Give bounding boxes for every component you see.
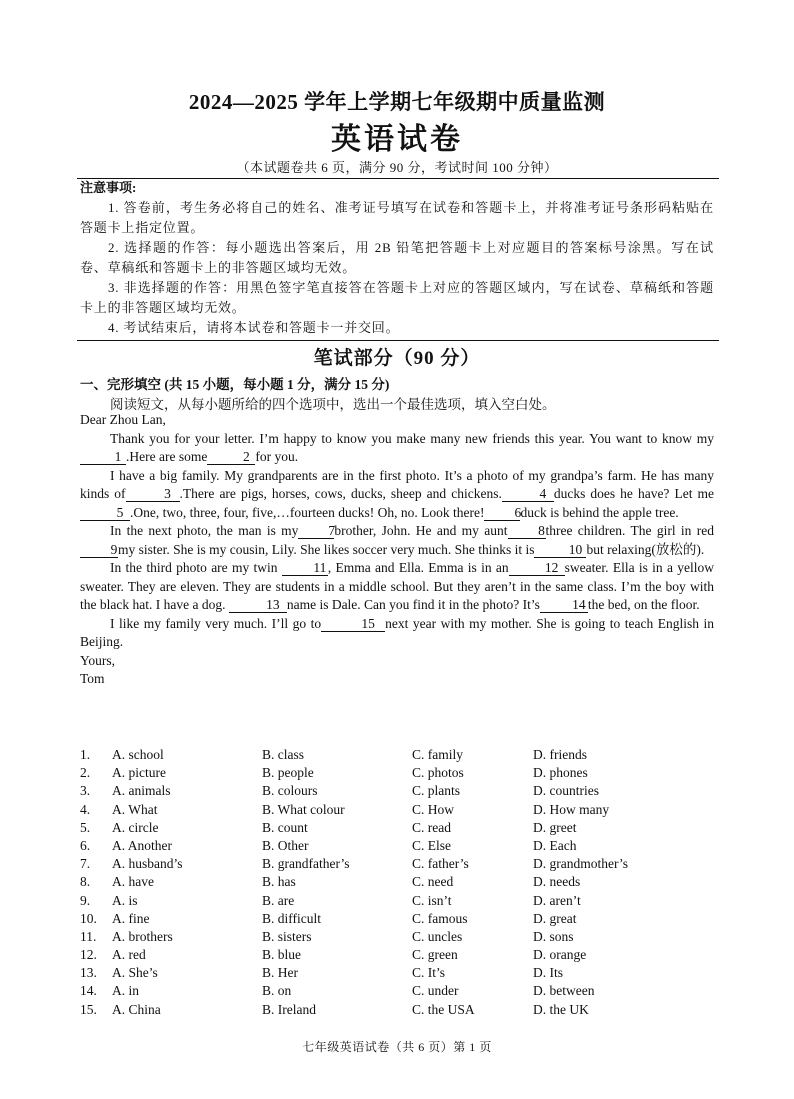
blank-4[interactable]: 4 xyxy=(502,486,554,502)
question-number: 10. xyxy=(80,910,97,926)
option-b[interactable]: B. blue xyxy=(262,947,301,963)
option-b[interactable]: B. Other xyxy=(262,837,309,853)
option-b[interactable]: B. people xyxy=(262,765,314,781)
blank-2[interactable]: 2 xyxy=(207,449,255,465)
option-d[interactable]: D. grandmother’s xyxy=(533,856,628,872)
option-row xyxy=(80,964,720,982)
question-number: 3. xyxy=(80,783,91,799)
option-c[interactable]: C. photos xyxy=(412,765,464,781)
cloze-passage xyxy=(80,411,714,689)
option-a[interactable]: A. red xyxy=(112,947,146,963)
option-a[interactable]: A. is xyxy=(112,892,138,908)
option-b[interactable]: B. count xyxy=(262,819,308,835)
question-number: 5. xyxy=(80,819,91,835)
blank-14[interactable]: 14 xyxy=(540,597,588,613)
option-a[interactable]: A. have xyxy=(112,874,154,890)
notice-block xyxy=(80,178,714,338)
exam-info: （本试题卷共 6 页，满分 90 分，考试时间 100 分钟） xyxy=(236,160,558,175)
option-c[interactable]: C. the USA xyxy=(412,1001,475,1017)
option-d[interactable]: D. great xyxy=(533,910,577,926)
option-a[interactable]: A. school xyxy=(112,747,164,762)
option-row xyxy=(80,1001,720,1019)
notice-item: 4. 考试结束后，请将本试卷和答题卡一并交回。 xyxy=(108,320,400,335)
part-title: 一、完形填空 (共 15 小题，每小题 1 分，满分 15 分) xyxy=(80,377,390,392)
exam-title: 2024—2025 学年上学期七年级期中质量监测 xyxy=(188,90,606,114)
signature: Tom xyxy=(80,671,105,686)
option-d[interactable]: D. Its xyxy=(533,965,563,981)
option-b[interactable]: B. class xyxy=(262,747,304,762)
option-b[interactable]: B. difficult xyxy=(262,910,321,926)
option-c[interactable]: C. green xyxy=(412,947,458,963)
option-b[interactable]: B. What colour xyxy=(262,801,345,817)
option-d[interactable]: D. between xyxy=(533,983,595,999)
blank-7[interactable]: 7 xyxy=(298,523,334,539)
option-row xyxy=(80,910,720,928)
option-c[interactable]: C. How xyxy=(412,801,455,817)
option-b[interactable]: B. sisters xyxy=(262,928,312,944)
closing: Yours, xyxy=(80,652,116,668)
option-a[interactable]: A. picture xyxy=(112,765,166,781)
option-row xyxy=(80,837,720,855)
option-c[interactable]: C. It’s xyxy=(412,965,446,981)
option-c[interactable]: C. family xyxy=(412,747,463,762)
blank-11[interactable]: 11 xyxy=(282,560,328,576)
paragraph-1: Thank you for your letter. I’m happy to know you make many new friends this year. You want to know my1 .Here are some 2 for you. xyxy=(80,430,714,467)
blank-12[interactable]: 12 xyxy=(509,560,565,576)
option-row xyxy=(80,764,720,782)
option-b[interactable]: B. Her xyxy=(262,965,298,981)
question-number: 7. xyxy=(80,856,91,872)
question-number: 15. xyxy=(80,1001,97,1017)
option-row xyxy=(80,801,720,819)
blank-5[interactable]: 5 xyxy=(80,505,130,521)
option-d[interactable]: D. friends xyxy=(533,747,587,762)
blank-10[interactable]: 10 xyxy=(534,542,586,558)
option-a[interactable]: A. She’s xyxy=(112,965,158,981)
notice-heading: 注意事项: xyxy=(80,180,137,195)
option-d[interactable]: D. Each xyxy=(533,837,577,853)
question-number: 6. xyxy=(80,837,91,853)
option-d[interactable]: D. aren’t xyxy=(533,892,581,908)
option-d[interactable]: D. phones xyxy=(533,765,588,781)
divider-notice xyxy=(77,340,719,341)
question-number: 4. xyxy=(80,801,91,817)
option-row xyxy=(80,946,720,964)
option-c[interactable]: C. Else xyxy=(412,837,451,853)
option-b[interactable]: B. Ireland xyxy=(262,1001,316,1017)
question-number: 1. xyxy=(80,747,91,762)
option-d[interactable]: D. greet xyxy=(533,819,577,835)
option-c[interactable]: C. need xyxy=(412,874,454,890)
option-c[interactable]: C. famous xyxy=(412,910,468,926)
option-c[interactable]: C. under xyxy=(412,983,459,999)
paragraph-4: In the third photo are my twin 11 , Emma and Ella. Emma is in an 12 sweater. Ella is in a yellow sweater. They are eleven. They are students in a middle school. But they aren’t in the same class. I’m the boy with the black hat. I have a dog. 13 name is Dale. Can you find it in the photo? It’s 14 the bed, on the floor. xyxy=(80,560,715,612)
blank-9[interactable]: 9 xyxy=(80,542,118,558)
option-row xyxy=(80,873,720,891)
paragraph-3: In the next photo, the man is my 7brother, John. He and my aunt 8three children. The girl in red9my sister. She is my cousin, Lily. She likes soccer very much. She thinks it is 10 but relaxing(放松的). xyxy=(80,522,714,559)
notice-item: 2. 选择题的作答：每小题选出答案后，用 2B 铅笔把答题卡上对应题目的答案标号涂黑。写在试卷、草稿纸和答题卡上的非答题区域均无效。 xyxy=(80,240,714,275)
question-number: 11. xyxy=(80,928,97,944)
question-number: 8. xyxy=(80,874,91,890)
option-c[interactable]: C. plants xyxy=(412,783,461,799)
option-b[interactable]: B. are xyxy=(262,892,295,908)
paragraph-2: I have a big family. My grandparents are in the first photo. It’s a photo of my grandpa’s farm. He has many kinds of 3 .There are pigs, horses, cows, ducks, sheep and chickens. 4 ducks does he have? Let me5 .One, two, three, four, five,…fourteen ducks! Oh, no. Look there! 6duck is behind the apple tree. xyxy=(80,467,714,520)
option-a[interactable]: A. in xyxy=(112,983,139,999)
option-c[interactable]: C. isn’t xyxy=(412,892,452,908)
option-a[interactable]: A. fine xyxy=(112,910,150,926)
section-title: 笔试部分（90 分） xyxy=(313,348,481,369)
exam-subject-title: 英语试卷 xyxy=(331,123,463,156)
option-c[interactable]: C. father’s xyxy=(412,856,469,872)
question-number: 14. xyxy=(80,983,97,999)
question-number: 9. xyxy=(80,892,91,908)
option-a[interactable]: A. animals xyxy=(112,783,171,799)
notice-item: 1. 答卷前，考生务必将自己的姓名、准考证号填写在试卷和答题卡上，并将准考证号条形码粘贴在答题卡上指定位置。 xyxy=(80,200,714,235)
option-d[interactable]: D. needs xyxy=(533,874,581,890)
blank-6[interactable]: 6 xyxy=(484,505,520,521)
option-a[interactable]: A. husband’s xyxy=(112,856,183,872)
paragraph-5: I like my family very much. I’ll go to 15 next year with my mother. She is going to teach English in Beijing. xyxy=(80,615,715,649)
option-row xyxy=(80,982,720,1000)
option-b[interactable]: B. colours xyxy=(262,783,318,799)
option-row xyxy=(80,892,720,910)
question-number: 2. xyxy=(80,765,91,781)
option-c[interactable]: C. uncles xyxy=(412,928,463,944)
option-row xyxy=(80,855,720,873)
option-row xyxy=(80,928,720,946)
option-a[interactable]: A. China xyxy=(112,1001,161,1017)
option-a[interactable]: A. What xyxy=(112,801,158,817)
option-row xyxy=(80,746,720,764)
option-a[interactable]: A. circle xyxy=(112,819,159,835)
option-c[interactable]: C. read xyxy=(412,819,451,835)
option-d[interactable]: D. the UK xyxy=(533,1001,589,1017)
blank-13[interactable]: 13 xyxy=(229,597,287,613)
part-instruction: 阅读短文，从每小题所给的四个选项中，选出一个最佳选项，填入空白处。 xyxy=(110,397,556,412)
option-d[interactable]: D. How many xyxy=(533,801,610,817)
option-d[interactable]: D. countries xyxy=(533,783,599,799)
option-d[interactable]: D. sons xyxy=(533,928,574,944)
blank-15[interactable]: 15 xyxy=(321,616,385,632)
option-b[interactable]: B. grandfather’s xyxy=(262,856,350,872)
option-d[interactable]: D. orange xyxy=(533,947,587,963)
page-footer: 七年级英语试卷（共 6 页）第 1 页 xyxy=(302,1040,492,1054)
blank-3[interactable]: 3 xyxy=(126,486,180,502)
option-row xyxy=(80,819,720,837)
blank-1[interactable]: 1 xyxy=(80,449,126,465)
option-b[interactable]: B. on xyxy=(262,983,292,999)
question-number: 13. xyxy=(80,965,97,981)
answer-options xyxy=(80,746,720,1019)
notice-item: 3. 非选择题的作答：用黑色签字笔直接答在答题卡上对应的答题区域内，写在试卷、草稿纸和答题卡上的非答题区域均无效。 xyxy=(80,280,714,315)
option-a[interactable]: A. brothers xyxy=(112,928,173,944)
greeting: Dear Zhou Lan, xyxy=(80,412,166,427)
option-row xyxy=(80,782,720,800)
blank-8[interactable]: 8 xyxy=(508,523,546,539)
question-number: 12. xyxy=(80,947,97,963)
option-a[interactable]: A. Another xyxy=(112,837,172,853)
option-b[interactable]: B. has xyxy=(262,874,296,890)
